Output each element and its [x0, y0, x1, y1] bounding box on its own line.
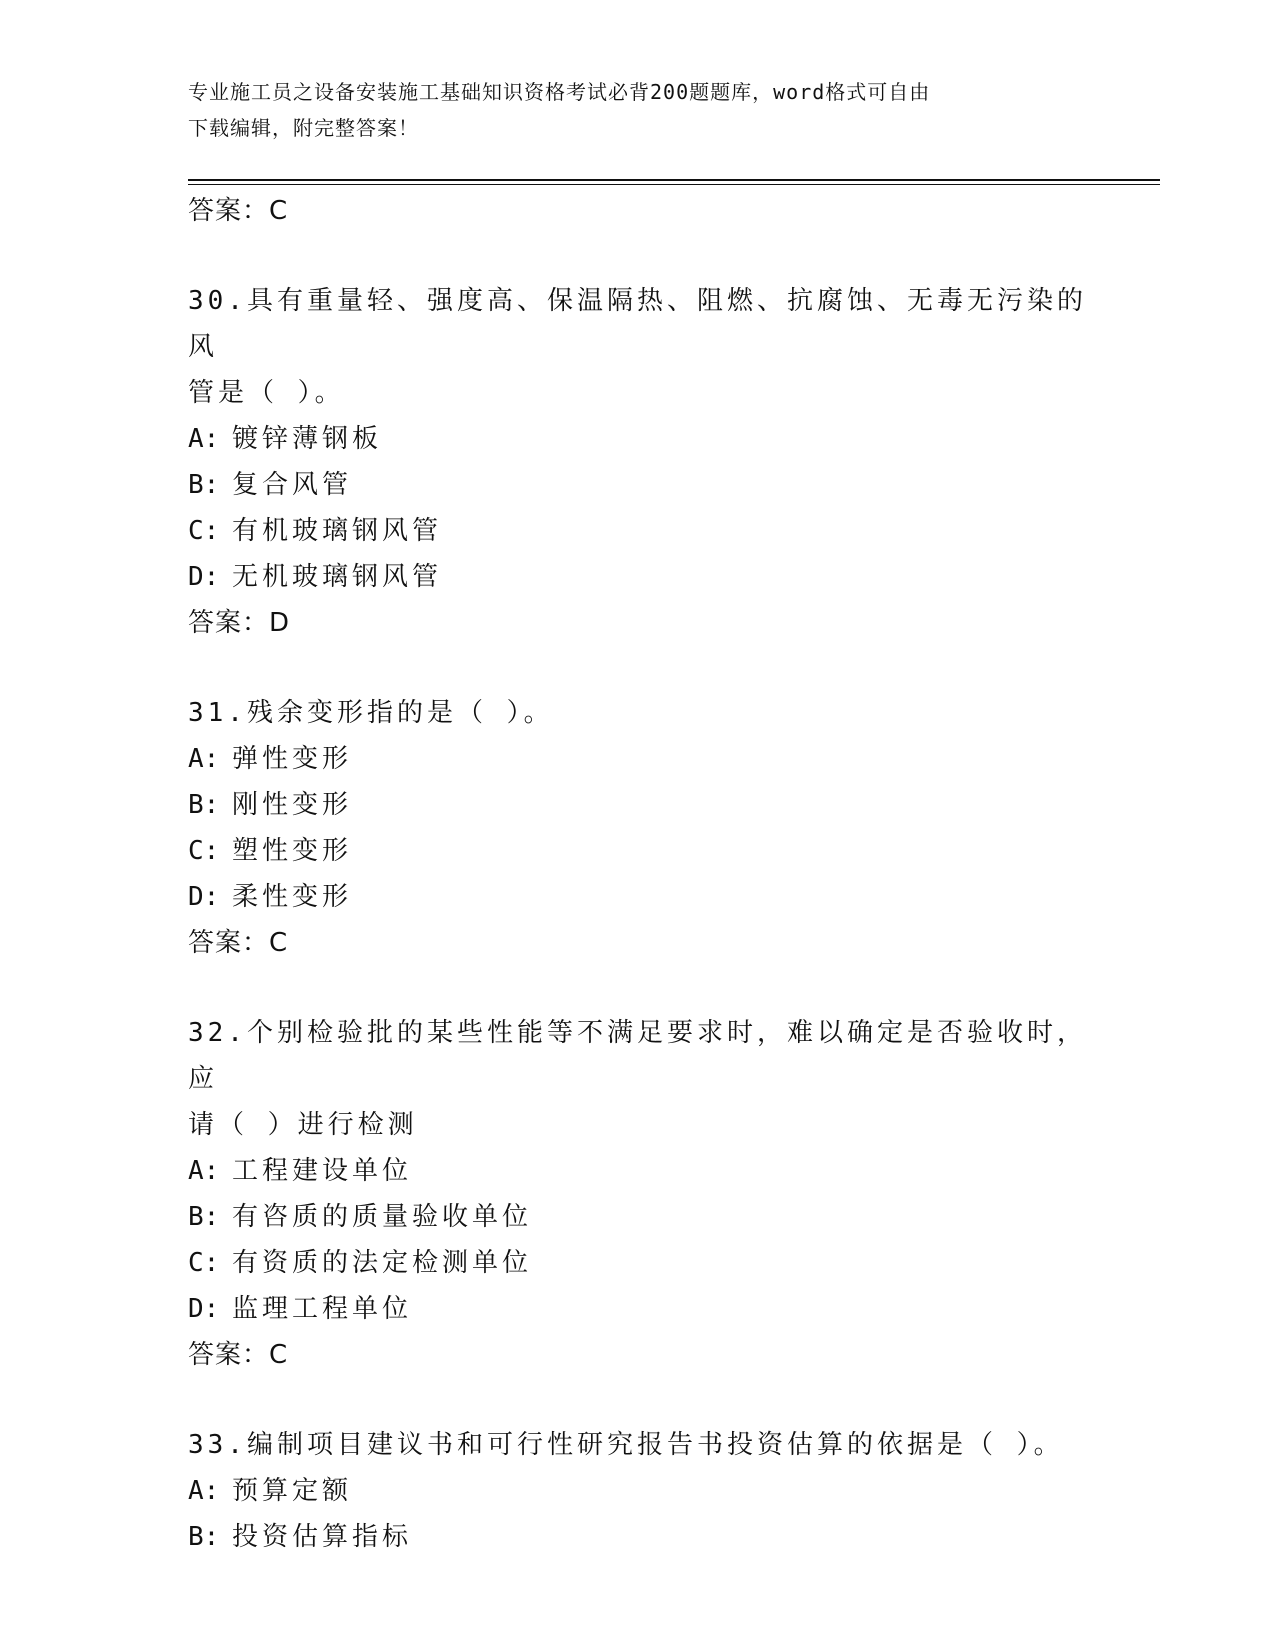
option-text: 镀锌薄钢板	[232, 424, 383, 454]
question-33	[188, 1422, 1088, 1560]
option-d	[188, 554, 1088, 600]
answer: 答案：C	[188, 928, 289, 958]
option-a	[188, 1148, 1088, 1194]
option-key: C:	[188, 1248, 220, 1278]
option-text: 有资质的法定检测单位	[232, 1248, 533, 1278]
question-stem: 30.具有重量轻、强度高、保温隔热、阻燃、抗腐蚀、无毒无污染的风	[188, 286, 1087, 362]
option-key: D:	[188, 562, 220, 592]
option-key: B:	[188, 1202, 220, 1232]
option-a	[188, 416, 1088, 462]
option-key: A:	[188, 744, 220, 774]
question-stem: 32.个别检验批的某些性能等不满足要求时，难以确定是否验收时，应	[188, 1018, 1087, 1094]
option-a	[188, 1468, 1088, 1514]
option-b	[188, 1194, 1088, 1240]
answer: 答案：D	[188, 608, 291, 638]
option-key: C:	[188, 516, 220, 546]
document-body	[188, 188, 1088, 1560]
document-header	[188, 74, 1088, 146]
option-b	[188, 462, 1088, 508]
option-text: 弹性变形	[232, 744, 353, 774]
option-b	[188, 1514, 1088, 1560]
question-stem: 33.编制项目建议书和可行性研究报告书投资估算的依据是（ ）。	[188, 1430, 1064, 1460]
option-c	[188, 1240, 1088, 1286]
question-stem-continued: 请（ ）进行检测	[188, 1110, 418, 1140]
option-text: 刚性变形	[232, 790, 353, 820]
header-divider-thick	[188, 179, 1160, 181]
option-text: 投资估算指标	[232, 1522, 413, 1552]
option-a	[188, 736, 1088, 782]
option-text: 预算定额	[232, 1476, 353, 1506]
option-key: A:	[188, 1476, 220, 1506]
header-line-1: 专业施工员之设备安装施工基础知识资格考试必背200题题库，word格式可自由	[188, 80, 931, 104]
question-30	[188, 278, 1088, 646]
question-31	[188, 690, 1088, 966]
option-text: 塑性变形	[232, 836, 353, 866]
option-key: A:	[188, 424, 220, 454]
option-d	[188, 874, 1088, 920]
option-key: B:	[188, 790, 220, 820]
option-text: 监理工程单位	[232, 1294, 413, 1324]
answer: 答案：C	[188, 1340, 289, 1370]
option-c	[188, 508, 1088, 554]
option-text: 柔性变形	[232, 882, 353, 912]
option-text: 工程建设单位	[232, 1156, 413, 1186]
question-stem-continued: 管是（ ）。	[188, 378, 345, 408]
option-b	[188, 782, 1088, 828]
option-key: D:	[188, 882, 220, 912]
question-stem: 31.残余变形指的是（ ）。	[188, 698, 554, 728]
question-32	[188, 1010, 1088, 1378]
option-key: B:	[188, 470, 220, 500]
option-text: 有咨质的质量验收单位	[232, 1202, 533, 1232]
previous-answer: 答案：C	[188, 196, 289, 226]
option-c	[188, 828, 1088, 874]
option-key: A:	[188, 1156, 220, 1186]
option-key: C:	[188, 836, 220, 866]
option-text: 无机玻璃钢风管	[232, 562, 443, 592]
header-line-2: 下载编辑，附完整答案！	[188, 116, 419, 140]
option-text: 有机玻璃钢风管	[232, 516, 443, 546]
header-divider-thin	[188, 184, 1160, 185]
option-key: B:	[188, 1522, 220, 1552]
option-key: D:	[188, 1294, 220, 1324]
option-d	[188, 1286, 1088, 1332]
option-text: 复合风管	[232, 470, 353, 500]
